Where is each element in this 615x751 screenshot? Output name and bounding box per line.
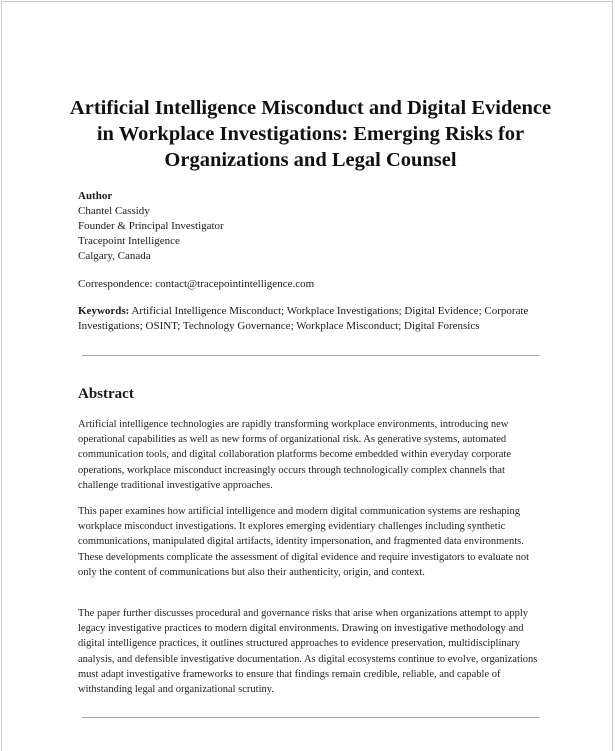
abstract-heading: Abstract xyxy=(78,386,134,402)
section-divider-top xyxy=(82,355,540,356)
abstract-paragraph-3: The paper further discusses procedural and governance risks that arise when organizations attempt to apply legacy investigative practices to modern digital environments. Drawing on investigative methodology and digital intelligence practices, it outlines structured approaches to evidence preservation, multidisciplinary analysis, and defensible investigative documentation. As digital ecosystems continue to evolve, organizations must adapt investigative frameworks to ensure that findings remain credible, reliable, and capable of withstanding legal and organizational scrutiny. xyxy=(78,608,538,696)
author-role: Founder & Principal Investigator xyxy=(78,220,224,232)
document-page xyxy=(1,1,613,751)
keywords-block xyxy=(78,304,546,334)
correspondence-line: Correspondence: contact@tracepointintelligence.com xyxy=(78,278,315,290)
paper-title: Artificial Intelligence Misconduct and Digital Evidence in Workplace Investigations: Emerging Risks for Organizations and Legal Counsel xyxy=(69,97,552,171)
abstract-paragraph-1: Artificial intelligence technologies are rapidly transforming workplace environments, introducing new operational capabilities as well as new forms of organizational risk. As generative systems, automated communication tools, and digital collaboration platforms become embedded within everyday corporate operations, workplace misconduct increasingly occurs through technologically complex channels that challenge traditional investigative approaches. xyxy=(78,419,511,491)
author-location: Calgary, Canada xyxy=(78,250,151,262)
author-name: Chantel Cassidy xyxy=(78,205,150,217)
author-label: Author xyxy=(78,190,113,202)
author-block xyxy=(78,189,558,264)
keywords-list: Artificial Intelligence Misconduct; Workplace Investigations; Digital Evidence; Corporate Investigations; OSINT; Technology Governance; Workplace Misconduct; Digital Forensics xyxy=(78,305,529,332)
author-organization: Tracepoint Intelligence xyxy=(78,235,180,247)
section-divider-bottom xyxy=(82,717,540,718)
keywords-label: Keywords: xyxy=(78,305,130,317)
abstract-paragraph-2: This paper examines how artificial intelligence and modern digital communication systems are reshaping workplace misconduct investigations. It explores emerging evidentiary challenges including synthetic communications, manipulated digital artifacts, identity impersonation, and fragmented data environments. These developments complicate the assessment of digital evidence and require investigators to evaluate not only the content of communications but also their authenticity, origin, and context. xyxy=(78,506,530,578)
